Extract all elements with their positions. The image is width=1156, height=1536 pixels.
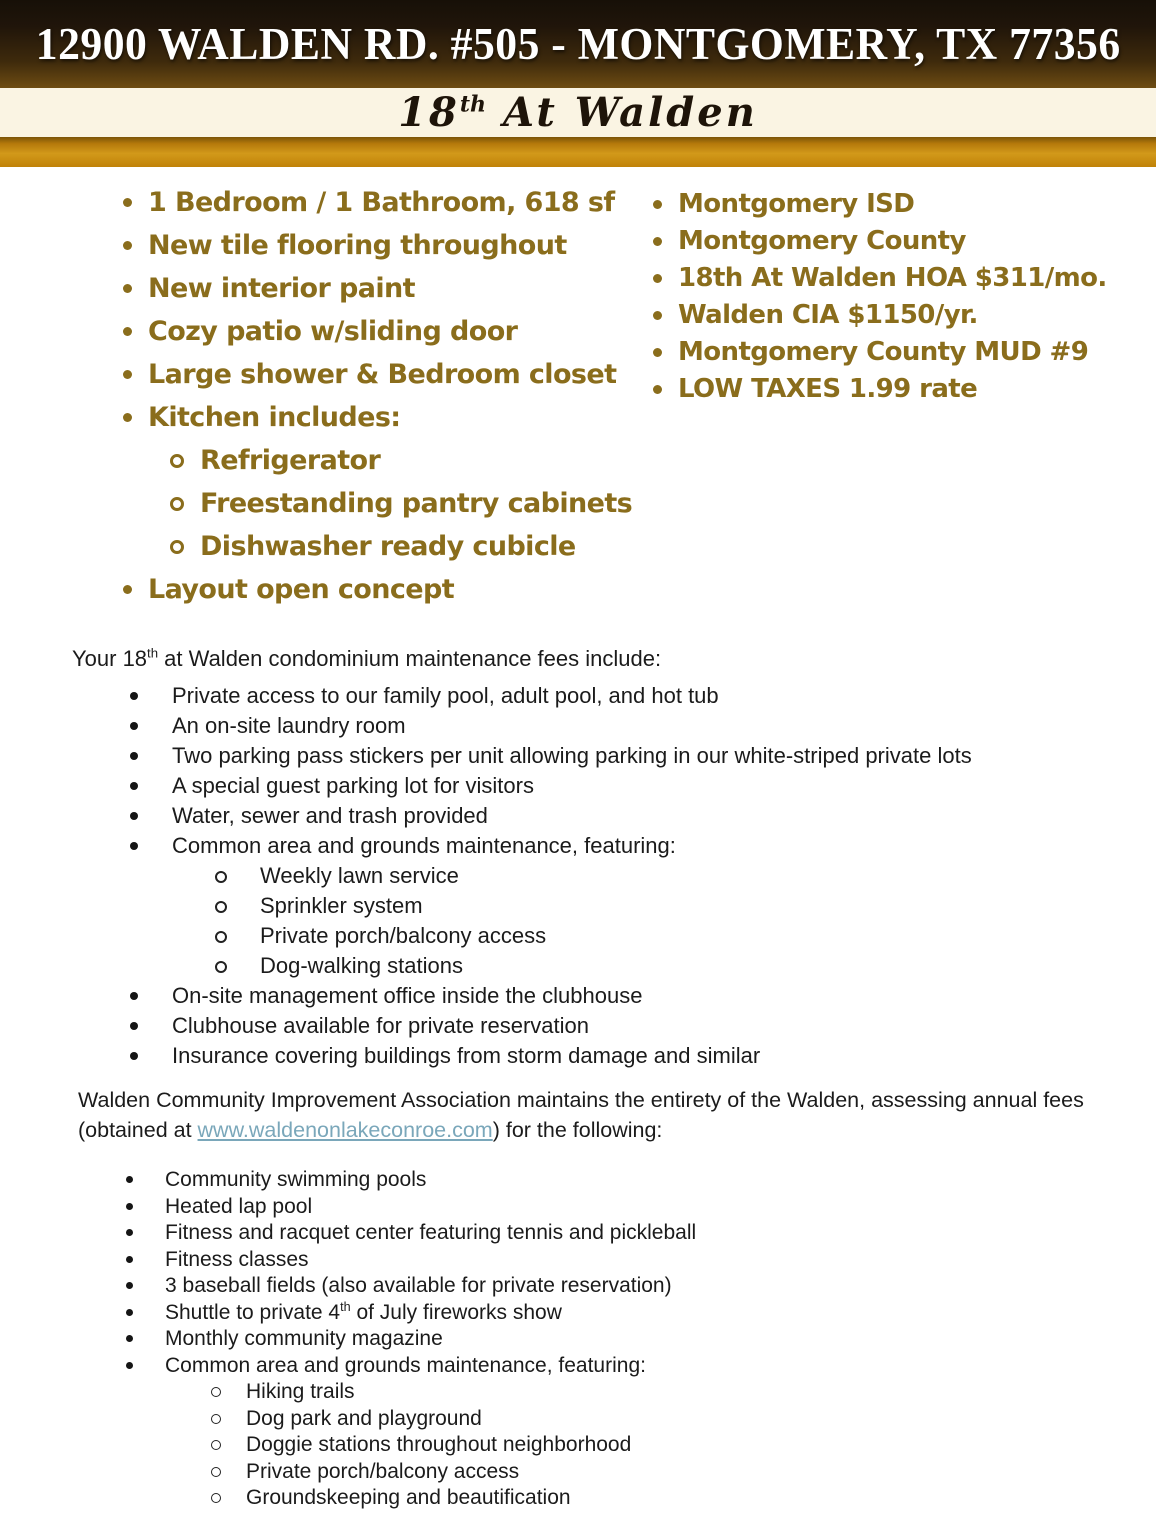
list-item: Fitness classes [126, 1247, 1156, 1274]
list-item: Heated lap pool [126, 1194, 1156, 1221]
list-item: A special guest parking lot for visitors [130, 771, 1156, 801]
maintenance-common-area-sub-list [215, 861, 1156, 981]
list-item: Montgomery County MUD #9 [650, 339, 1107, 365]
list-item: On-site management office inside the clubhouse [130, 981, 1156, 1011]
list-item: Private porch/balcony access [215, 921, 1156, 951]
list-item: Private porch/balcony access [211, 1459, 1156, 1486]
list-item: New interior paint [120, 275, 650, 302]
cia-paragraph: Walden Community Improvement Association maintains the entirety of the Walden, assessing annual fees (obtained at www.waldenonlakeconroe.com) for the following: [78, 1088, 1084, 1142]
list-item: Dog-walking stations [215, 951, 1156, 981]
maintenance-section [72, 645, 1156, 1071]
list-item: Common area and grounds maintenance, featuring: [130, 831, 1156, 861]
maintenance-list-closing [130, 981, 1156, 1071]
header-banner [0, 0, 1156, 88]
cia-amenities-list [126, 1167, 1156, 1379]
kitchen-sub-list [170, 447, 650, 560]
list-item: Large shower & Bedroom closet [120, 361, 650, 388]
list-item: Montgomery ISD [650, 191, 1107, 217]
list-item: Cozy patio w/sliding door [120, 318, 650, 345]
list-item: Dog park and playground [211, 1406, 1156, 1433]
list-item: Water, sewer and trash provided [130, 801, 1156, 831]
address-title: 12900 WALDEN RD. #505 - MONTGOMERY, TX 77356 [35, 19, 1121, 69]
list-item: Layout open concept [120, 576, 650, 603]
cia-section [78, 1085, 1156, 1512]
unit-features-column [120, 189, 650, 619]
cia-common-area-sub-list [211, 1379, 1156, 1512]
walden-website-link[interactable]: www.waldenonlakeconroe.com [197, 1118, 493, 1142]
list-item: New tile flooring throughout [120, 232, 650, 259]
unit-features-list [120, 189, 650, 431]
list-item: Fitness and racquet center featuring tennis and pickleball [126, 1220, 1156, 1247]
list-item: Weekly lawn service [215, 861, 1156, 891]
list-item: Hiking trails [211, 1379, 1156, 1406]
list-item: Sprinkler system [215, 891, 1156, 921]
community-title-band [0, 88, 1156, 137]
list-item: 18th At Walden HOA $311/mo. [650, 265, 1107, 291]
list-item: LOW TAXES 1.99 rate [650, 376, 1107, 402]
list-item: Monthly community magazine [126, 1326, 1156, 1353]
area-facts-column [650, 189, 1107, 619]
list-item: Kitchen includes: [120, 404, 650, 431]
list-item: Montgomery County [650, 228, 1107, 254]
list-item: Community swimming pools [126, 1167, 1156, 1194]
list-item: Insurance covering buildings from storm damage and similar [130, 1041, 1156, 1071]
list-item: Common area and grounds maintenance, featuring: [126, 1353, 1156, 1380]
maintenance-intro: Your 18th at Walden condominium maintenance fees include: [72, 645, 662, 671]
maintenance-list [130, 681, 1156, 861]
list-item: 1 Bedroom / 1 Bathroom, 618 sf [120, 189, 650, 216]
community-title: 18th At Walden [398, 88, 758, 136]
list-item: An on-site laundry room [130, 711, 1156, 741]
gold-divider [0, 137, 1156, 167]
list-item: Dishwasher ready cubicle [170, 533, 650, 560]
area-facts-list [650, 191, 1107, 402]
list-item: Doggie stations throughout neighborhood [211, 1432, 1156, 1459]
unit-features-list-closing [120, 576, 650, 603]
list-item: Two parking pass stickers per unit allowing parking in our white-striped private lots [130, 741, 1156, 771]
list-item: 3 baseball fields (also available for private reservation) [126, 1273, 1156, 1300]
list-item: Freestanding pantry cabinets [170, 490, 650, 517]
list-item: Walden CIA $1150/yr. [650, 302, 1107, 328]
list-item: Refrigerator [170, 447, 650, 474]
list-item: Groundskeeping and beautification [211, 1485, 1156, 1512]
list-item-shuttle: Shuttle to private 4th of July fireworks show [126, 1300, 1156, 1327]
list-item: Clubhouse available for private reservation [130, 1011, 1156, 1041]
highlights-section [0, 167, 1156, 619]
list-item: Private access to our family pool, adult pool, and hot tub [130, 681, 1156, 711]
